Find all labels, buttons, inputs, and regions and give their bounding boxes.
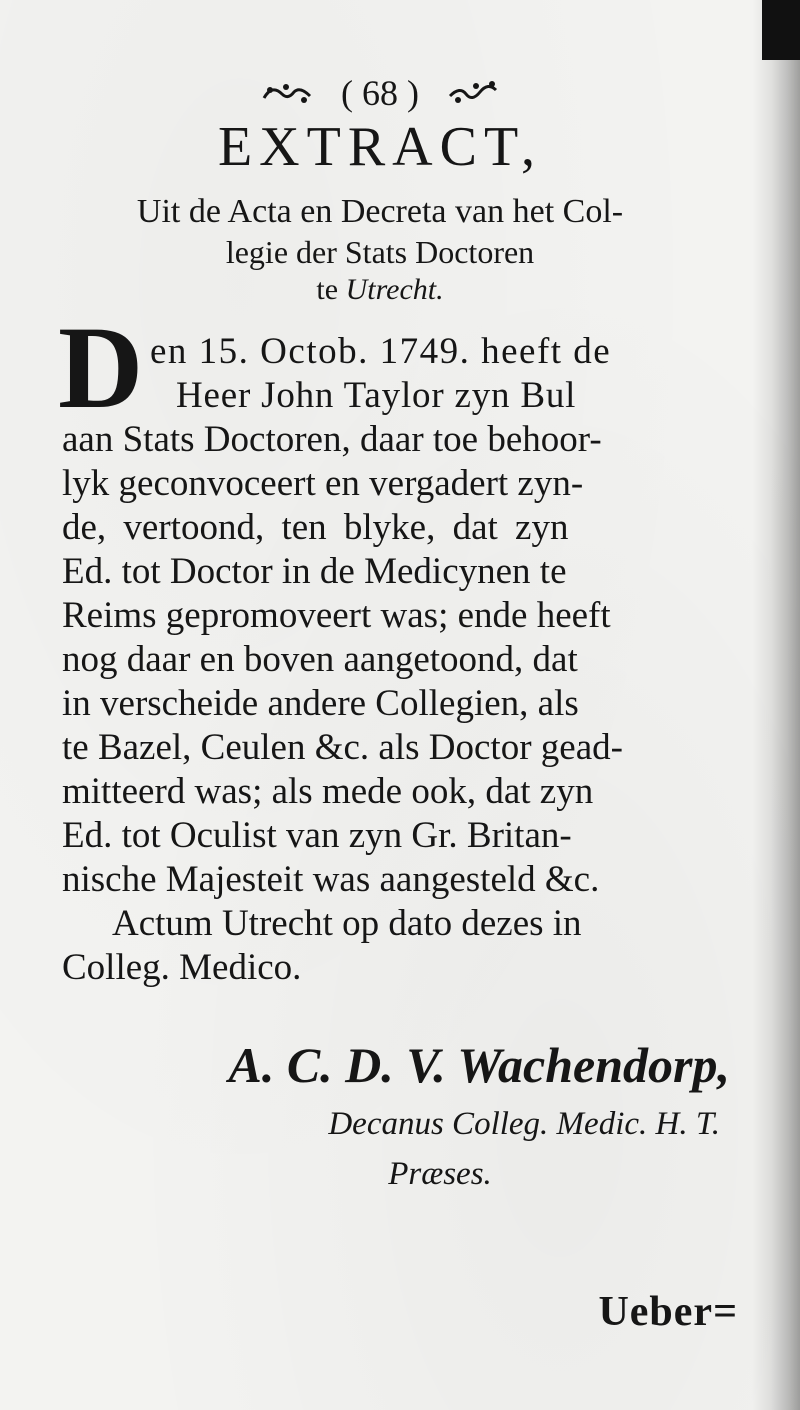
- body-line-7: Reims gepromoveert was; ende heeft: [62, 595, 611, 636]
- body-line-3: aan Stats Doctoren, daar toe behoor-: [62, 419, 602, 460]
- drop-cap: D: [58, 302, 144, 433]
- body-line-2: Heer John Taylor zyn Bul: [176, 375, 577, 416]
- body-line-6: Ed. tot Doctor in de Medicynen te: [62, 551, 567, 592]
- body-line-11: mitteerd was; als mede ook, dat zyn: [62, 771, 594, 812]
- body-line-15: Colleg. Medico.: [62, 947, 302, 988]
- subtitle-line-2: legie der Stats Doctoren: [225, 234, 535, 270]
- body-line-13: nische Majesteit was aangesteld &c.: [62, 859, 600, 900]
- signature-role: Decanus Colleg. Medic. H. T.: [328, 1106, 720, 1142]
- body-line-12: Ed. tot Oculist van zyn Gr. Britan-: [62, 815, 572, 856]
- body-line-10: te Bazel, Ceulen &c. als Doctor gead-: [62, 727, 623, 768]
- floral-ornament-icon: [446, 78, 500, 108]
- page-corner-shadow: [762, 0, 800, 60]
- subtitle-place: Utrecht.: [345, 273, 444, 306]
- floral-ornament-icon: [260, 78, 314, 108]
- catchword: Ueber=: [598, 1289, 738, 1335]
- subtitle-line-1: Uit de Acta en Decreta van het Col-: [136, 193, 624, 230]
- document-title: EXTRACT,: [217, 116, 543, 178]
- page-header: [0, 68, 760, 114]
- body-line-5: de, vertoond, ten blyke, dat zyn: [62, 507, 569, 548]
- body-line-4: lyk geconvoceert en vergadert zyn-: [62, 463, 584, 504]
- signature-title: Præses.: [388, 1156, 492, 1192]
- page-number: ( 68 ): [341, 72, 419, 113]
- body-line-8: nog daar en boven aangetoond, dat: [62, 639, 578, 680]
- subtitle-prefix: te: [316, 273, 346, 306]
- body-line-14: Actum Utrecht op dato dezes in: [112, 903, 582, 944]
- body-line-9: in verscheide andere Collegien, als: [62, 683, 579, 724]
- body-line-1: en 15. Octob. 1749. heeft de: [150, 331, 612, 372]
- signature-name: A. C. D. V. Wachendorp,: [228, 1037, 730, 1093]
